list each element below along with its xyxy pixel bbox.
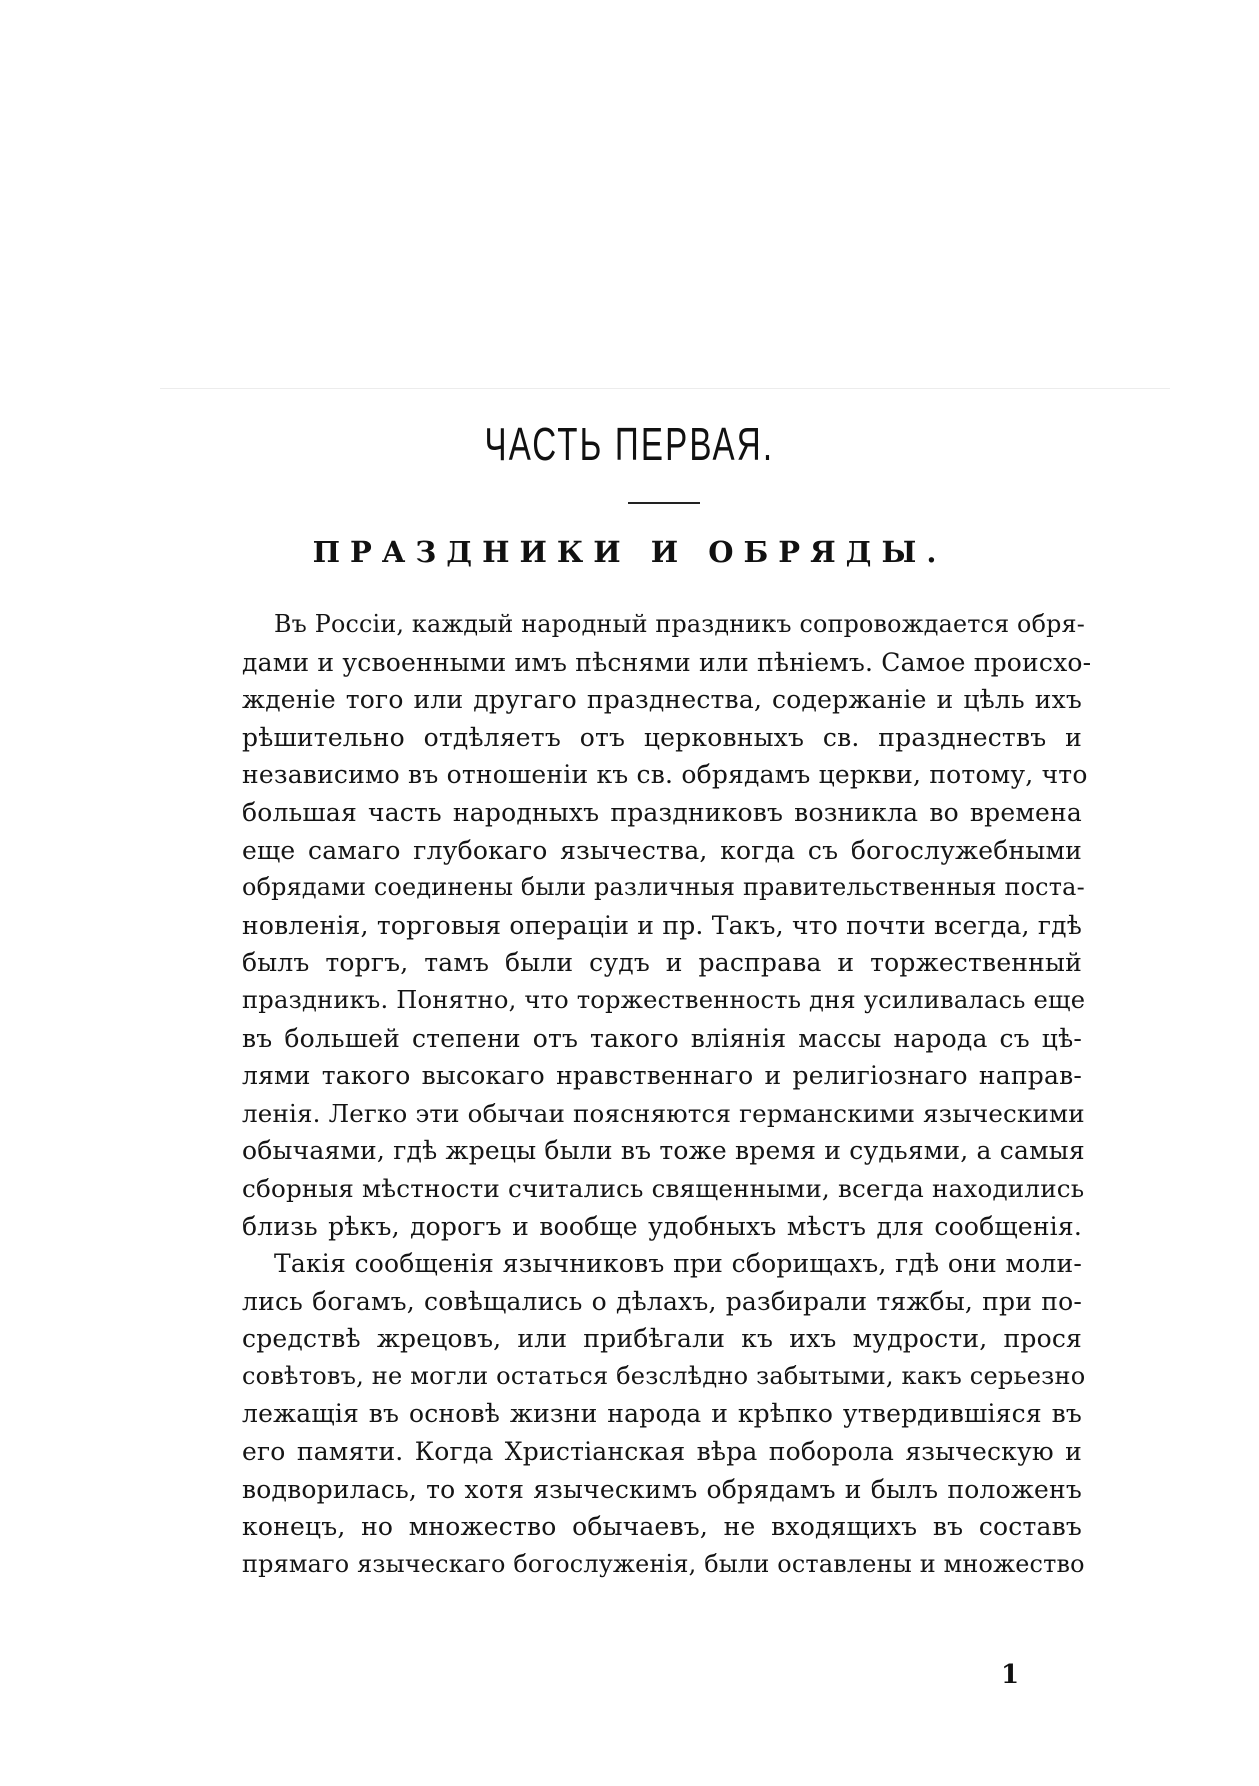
text-line: конецъ, но множество обычаевъ, не входящихъ въ составъ <box>242 1512 1082 1542</box>
text-line: лись богамъ, совѣщались о дѣлахъ, разбирали тяжбы, при по- <box>242 1286 1082 1316</box>
text-line: обрядами соединены были различныя правительственныя поста- <box>242 873 1085 902</box>
text-line: лями такого высокаго нравственнаго и религіознаго направ- <box>242 1061 1082 1091</box>
text-line: въ большей степени отъ такого вліянія массы народа съ цѣ- <box>242 1023 1082 1053</box>
page-edge-rule <box>160 388 1170 389</box>
text-line: новленія, торговыя операціи и пр. Такъ, что почти всегда, гдѣ <box>242 910 1082 940</box>
text-line: жденіе того или другаго празднества, содержаніе и цѣль ихъ <box>242 685 1082 715</box>
text-line: сборныя мѣстности считались священными, всегда находились <box>242 1173 1085 1203</box>
text-line: близь рѣкъ, дорогъ и вообще удобныхъ мѣстъ для сообщенія. <box>242 1211 1082 1241</box>
text-line: прямаго языческаго богослуженія, были оставлены и множество <box>242 1549 1085 1578</box>
text-line: дами и усвоенными имъ пѣснями или пѣніемъ. Самое происхо- <box>242 647 1092 677</box>
text-line: водворилась, то хотя языческимъ обрядамъ и былъ положенъ <box>242 1474 1082 1504</box>
text-line: Въ Россіи, каждый народный праздникъ сопровождается обря- <box>274 610 1085 638</box>
text-line: Такія сообщенія язычниковъ при сборищахъ, гдѣ они моли- <box>274 1249 1082 1279</box>
page-number: 1 <box>1000 1660 1020 1690</box>
text-line: совѣтовъ, не могли остаться безслѣдно забытыми, какъ серьезно <box>242 1361 1086 1390</box>
text-line: средствѣ жрецовъ, или прибѣгали къ ихъ мудрости, прося <box>242 1324 1082 1354</box>
text-line: лежащія въ основѣ жизни народа и крѣпко утвердившіяся въ <box>242 1399 1082 1429</box>
text-line: былъ торгъ, тамъ были судъ и расправа и торжественный <box>242 948 1082 978</box>
text-line: еще самаго глубокаго язычества, когда съ богослужебными <box>242 835 1082 865</box>
title-divider <box>628 502 700 504</box>
part-title: ЧАСТЬ ПЕРВАЯ. <box>484 418 775 470</box>
text-line: независимо въ отношеніи къ св. обрядамъ церкви, потому, что <box>242 760 1088 790</box>
text-line: рѣшительно отдѣляетъ отъ церковныхъ св. празднествъ и <box>242 722 1082 752</box>
section-title: ПРАЗДНИКИ И ОБРЯДЫ. <box>312 535 947 569</box>
text-line: большая часть народныхъ праздниковъ возникла во времена <box>242 797 1082 827</box>
text-line: его памяти. Когда Христіанская вѣра поборола языческую и <box>242 1437 1082 1467</box>
text-line: праздникъ. Понятно, что торжественность дня усиливалась еще <box>242 985 1086 1014</box>
text-line: ленія. Легко эти обычаи поясняются германскими языческими <box>242 1098 1085 1128</box>
text-line: обычаями, гдѣ жрецы были въ тоже время и судьями, а самыя <box>242 1136 1085 1166</box>
body-text <box>242 606 1092 1583</box>
